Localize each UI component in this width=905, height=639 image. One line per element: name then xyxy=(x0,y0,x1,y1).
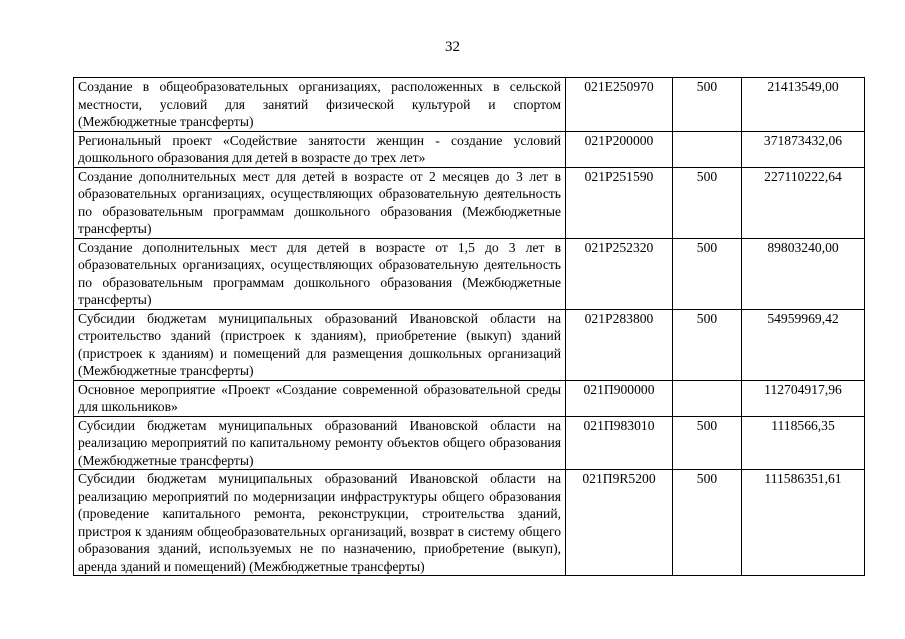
expense-name-cell: Основное мероприятие «Проект «Создание современной образовательной среды для школьников» xyxy=(74,380,566,416)
expense-type-cell xyxy=(673,380,742,416)
amount-cell: 21413549,00 xyxy=(742,78,865,132)
expense-type-cell: 500 xyxy=(673,470,742,576)
target-code-cell: 021E250970 xyxy=(566,78,673,132)
amount-cell: 1118566,35 xyxy=(742,416,865,470)
table-row xyxy=(74,167,865,238)
amount-cell: 227110222,64 xyxy=(742,167,865,238)
target-code-cell: 021П9R5200 xyxy=(566,470,673,576)
table-row xyxy=(74,470,865,576)
expense-name-cell: Субсидии бюджетам муниципальных образований Ивановской области на реализацию мероприятий по капитальному ремонту объектов общего образования (Межбюджетные трансферты) xyxy=(74,416,566,470)
target-code-cell: 021P283800 xyxy=(566,309,673,380)
budget-table xyxy=(73,77,865,576)
table-row xyxy=(74,238,865,309)
target-code-cell: 021П983010 xyxy=(566,416,673,470)
amount-cell: 89803240,00 xyxy=(742,238,865,309)
table-row xyxy=(74,131,865,167)
amount-cell: 371873432,06 xyxy=(742,131,865,167)
expense-name-cell: Субсидии бюджетам муниципальных образований Ивановской области на строительство зданий (пристроек к зданиям), приобретение (выкуп) зданий (пристроек к зданиям) и помещений для размещения дошкольных организаций (Межбюджетные трансферты) xyxy=(74,309,566,380)
table-row xyxy=(74,78,865,132)
expense-name-cell: Создание в общеобразовательных организациях, расположенных в сельской местности, условий для занятий физической культурой и спортом (Межбюджетные трансферты) xyxy=(74,78,566,132)
target-code-cell: 021P252320 xyxy=(566,238,673,309)
expense-type-cell: 500 xyxy=(673,309,742,380)
expense-type-cell: 500 xyxy=(673,416,742,470)
expense-type-cell xyxy=(673,131,742,167)
page-number: 32 xyxy=(445,39,460,55)
amount-cell: 54959969,42 xyxy=(742,309,865,380)
expense-name-cell: Субсидии бюджетам муниципальных образований Ивановской области на реализацию мероприятий по модернизации инфраструктуры общего образования (проведение капитального ремонта, реконструкции, строительства зданий, пристроя к зданиям общеобразовательных организаций, возврат в систему общего образования зданий, используемых не по назначению, приобретение (выкуп), аренда зданий и помещений) (Межбюджетные трансферты) xyxy=(74,470,566,576)
target-code-cell: 021P200000 xyxy=(566,131,673,167)
table-row xyxy=(74,416,865,470)
table-row xyxy=(74,309,865,380)
target-code-cell: 021P251590 xyxy=(566,167,673,238)
amount-cell: 112704917,96 xyxy=(742,380,865,416)
target-code-cell: 021П900000 xyxy=(566,380,673,416)
expense-name-cell: Создание дополнительных мест для детей в возрасте от 1,5 до 3 лет в образовательных организациях, осуществляющих образовательную деятельность по образовательным программам дошкольного образования (Межбюджетные трансферты) xyxy=(74,238,566,309)
expense-name-cell: Создание дополнительных мест для детей в возрасте от 2 месяцев до 3 лет в образовательных организациях, осуществляющих образовательную деятельность по образовательным программам дошкольного образования (Межбюджетные трансферты) xyxy=(74,167,566,238)
amount-cell: 111586351,61 xyxy=(742,470,865,576)
expense-type-cell: 500 xyxy=(673,78,742,132)
expense-name-cell: Региональный проект «Содействие занятости женщин - создание условий дошкольного образования для детей в возрасте до трех лет» xyxy=(74,131,566,167)
table-row xyxy=(74,380,865,416)
expense-type-cell: 500 xyxy=(673,238,742,309)
expense-type-cell: 500 xyxy=(673,167,742,238)
